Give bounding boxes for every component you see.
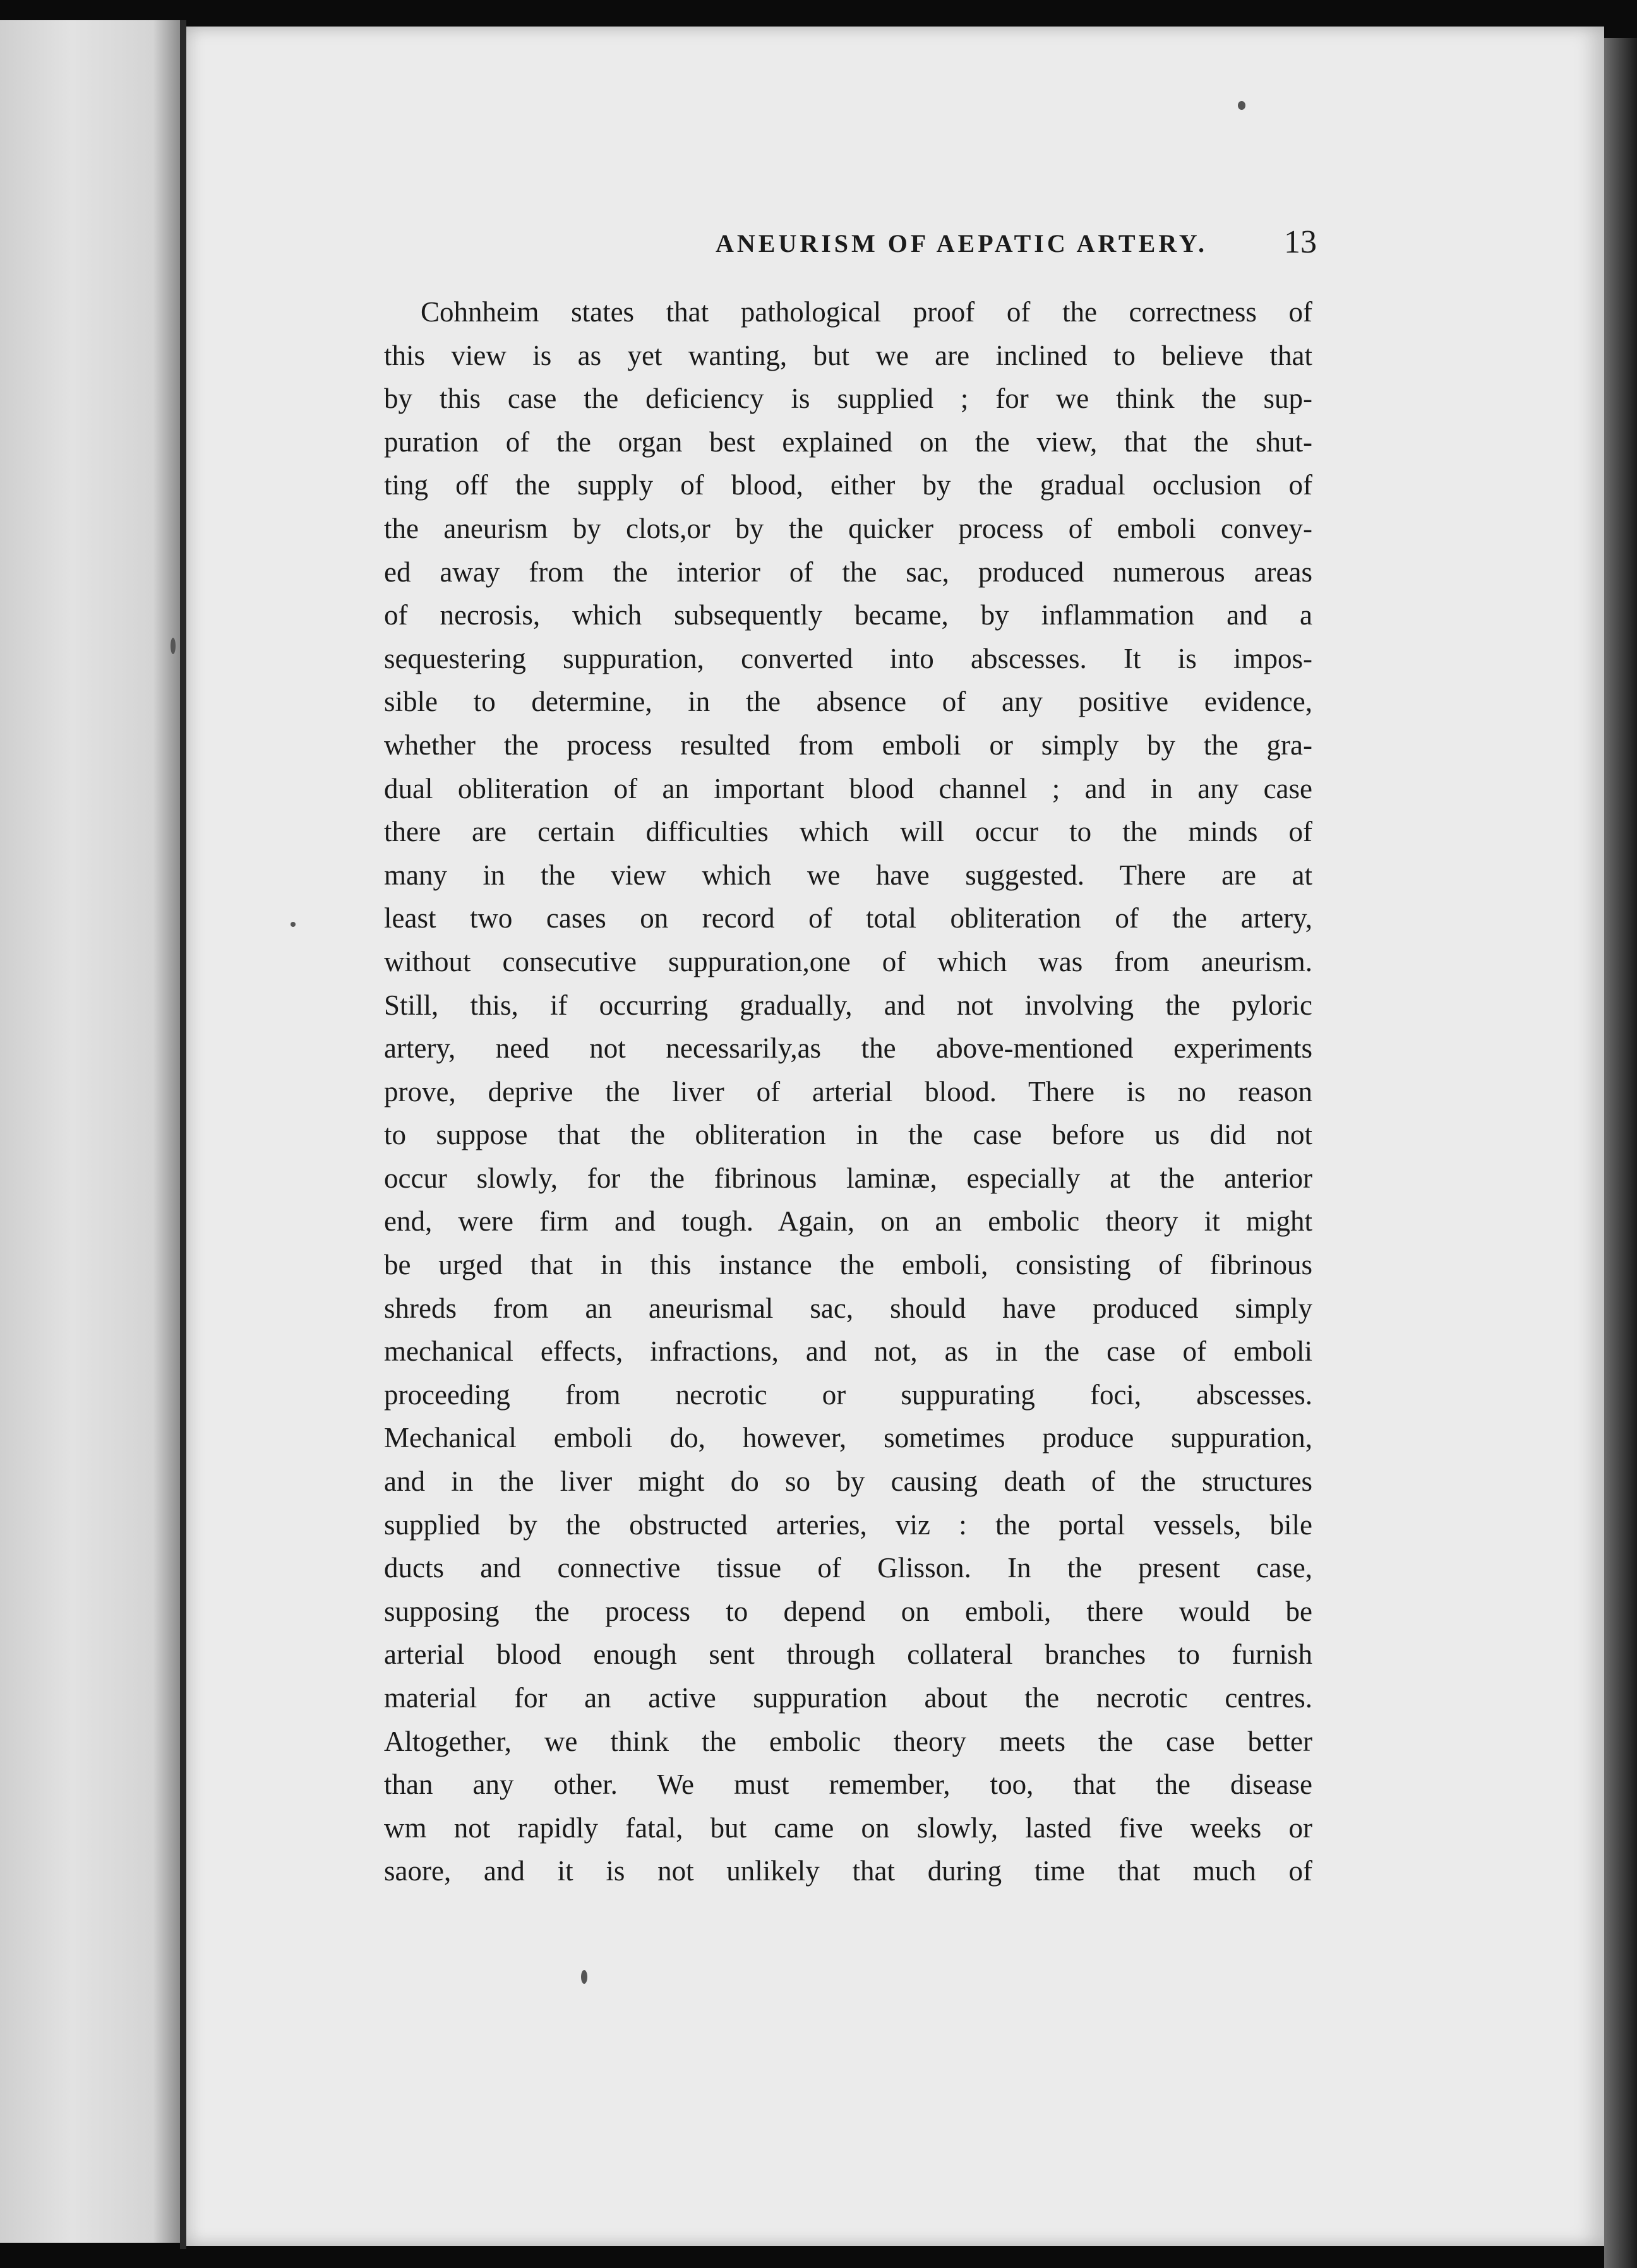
text-line: Cohnheim states that pathological proof of the correctness of	[421, 296, 1312, 328]
text-line: than any other. We must remember, too, that the disease	[384, 1769, 1312, 1801]
text-line: prove, deprive the liver of arterial blood. There is no reason	[384, 1075, 1312, 1107]
ink-speck	[581, 1970, 587, 1984]
text-line: sible to determine, in the absence of any positive evidence,	[384, 686, 1312, 718]
page-right-edge	[1604, 38, 1637, 2268]
text-line: wm not rapidly fatal, but came on slowly, lasted five weeks or	[384, 1811, 1312, 1844]
text-line: be urged that in this instance the emboli, consisting of fibrinous	[384, 1249, 1312, 1281]
text-line: proceeding from necrotic or suppurating foci, abscesses.	[384, 1378, 1312, 1411]
text-line: shreds from an aneurismal sac, should have produced simply	[384, 1292, 1312, 1324]
ink-speck	[1238, 101, 1245, 110]
book-gutter	[180, 20, 186, 2249]
text-line: without consecutive suppuration,one of which was from aneurism.	[384, 945, 1312, 977]
text-line: ed away from the interior of the sac, produced numerous areas	[384, 556, 1312, 588]
text-line: puration of the organ best explained on the view, that the shut-	[384, 426, 1312, 458]
text-line: end, were firm and tough. Again, on an embolic theory it might	[384, 1205, 1312, 1238]
text-line: many in the view which we have suggested. There are at	[384, 859, 1312, 891]
text-line: dual obliteration of an important blood channel ; and in any case	[384, 772, 1312, 804]
text-line: sequestering suppuration, converted into abscesses. It is impos-	[384, 642, 1312, 674]
text-line: the aneurism by clots,or by the quicker process of emboli convey-	[384, 512, 1312, 544]
text-line: saore, and it is not unlikely that during time that much of	[384, 1855, 1312, 1887]
running-head: ANEURISM OF AEPATIC ARTERY.	[716, 229, 1208, 258]
text-line: Altogether, we think the embolic theory meets the case better	[384, 1725, 1312, 1757]
text-line: occur slowly, for the fibrinous laminæ, especially at the anterior	[384, 1162, 1312, 1194]
text-line: and in the liver might do so by causing death of the structures	[384, 1465, 1312, 1498]
text-line: whether the process resulted from emboli or simply by the gra-	[384, 729, 1312, 761]
facing-page-edge	[0, 20, 180, 2243]
text-line: supposing the process to depend on emboli, there would be	[384, 1595, 1312, 1627]
ink-speck	[291, 922, 296, 927]
text-line: arterial blood enough sent through collateral branches to furnish	[384, 1638, 1312, 1671]
text-line: least two cases on record of total obliteration of the artery,	[384, 902, 1312, 934]
text-line: this view is as yet wanting, but we are inclined to believe that	[384, 339, 1312, 371]
text-line: by this case the deficiency is supplied ; for we think the sup-	[384, 383, 1312, 415]
text-line: Still, this, if occurring gradually, and not involving the pyloric	[384, 989, 1312, 1021]
text-line: ting off the supply of blood, either by the gradual occlusion of	[384, 469, 1312, 501]
text-line: there are certain difficulties which will occur to the minds of	[384, 816, 1312, 848]
body-text	[384, 290, 1312, 1893]
text-line: Mechanical emboli do, however, sometimes produce suppuration,	[384, 1422, 1312, 1454]
text-line: mechanical effects, infractions, and not, as in the case of emboli	[384, 1335, 1312, 1368]
text-line: to suppose that the obliteration in the case before us did not	[384, 1119, 1312, 1151]
text-line: of necrosis, which subsequently became, by inflammation and a	[384, 599, 1312, 631]
text-line: supplied by the obstructed arteries, viz : the portal vessels, bile	[384, 1508, 1312, 1541]
ink-speck	[171, 638, 176, 654]
text-line: ducts and connective tissue of Glisson. In the present case,	[384, 1552, 1312, 1584]
page-number: 13	[1284, 224, 1317, 260]
text-line: material for an active suppuration about the necrotic centres.	[384, 1682, 1312, 1714]
text-line: artery, need not necessarily,as the above-mentioned experiments	[384, 1032, 1312, 1065]
